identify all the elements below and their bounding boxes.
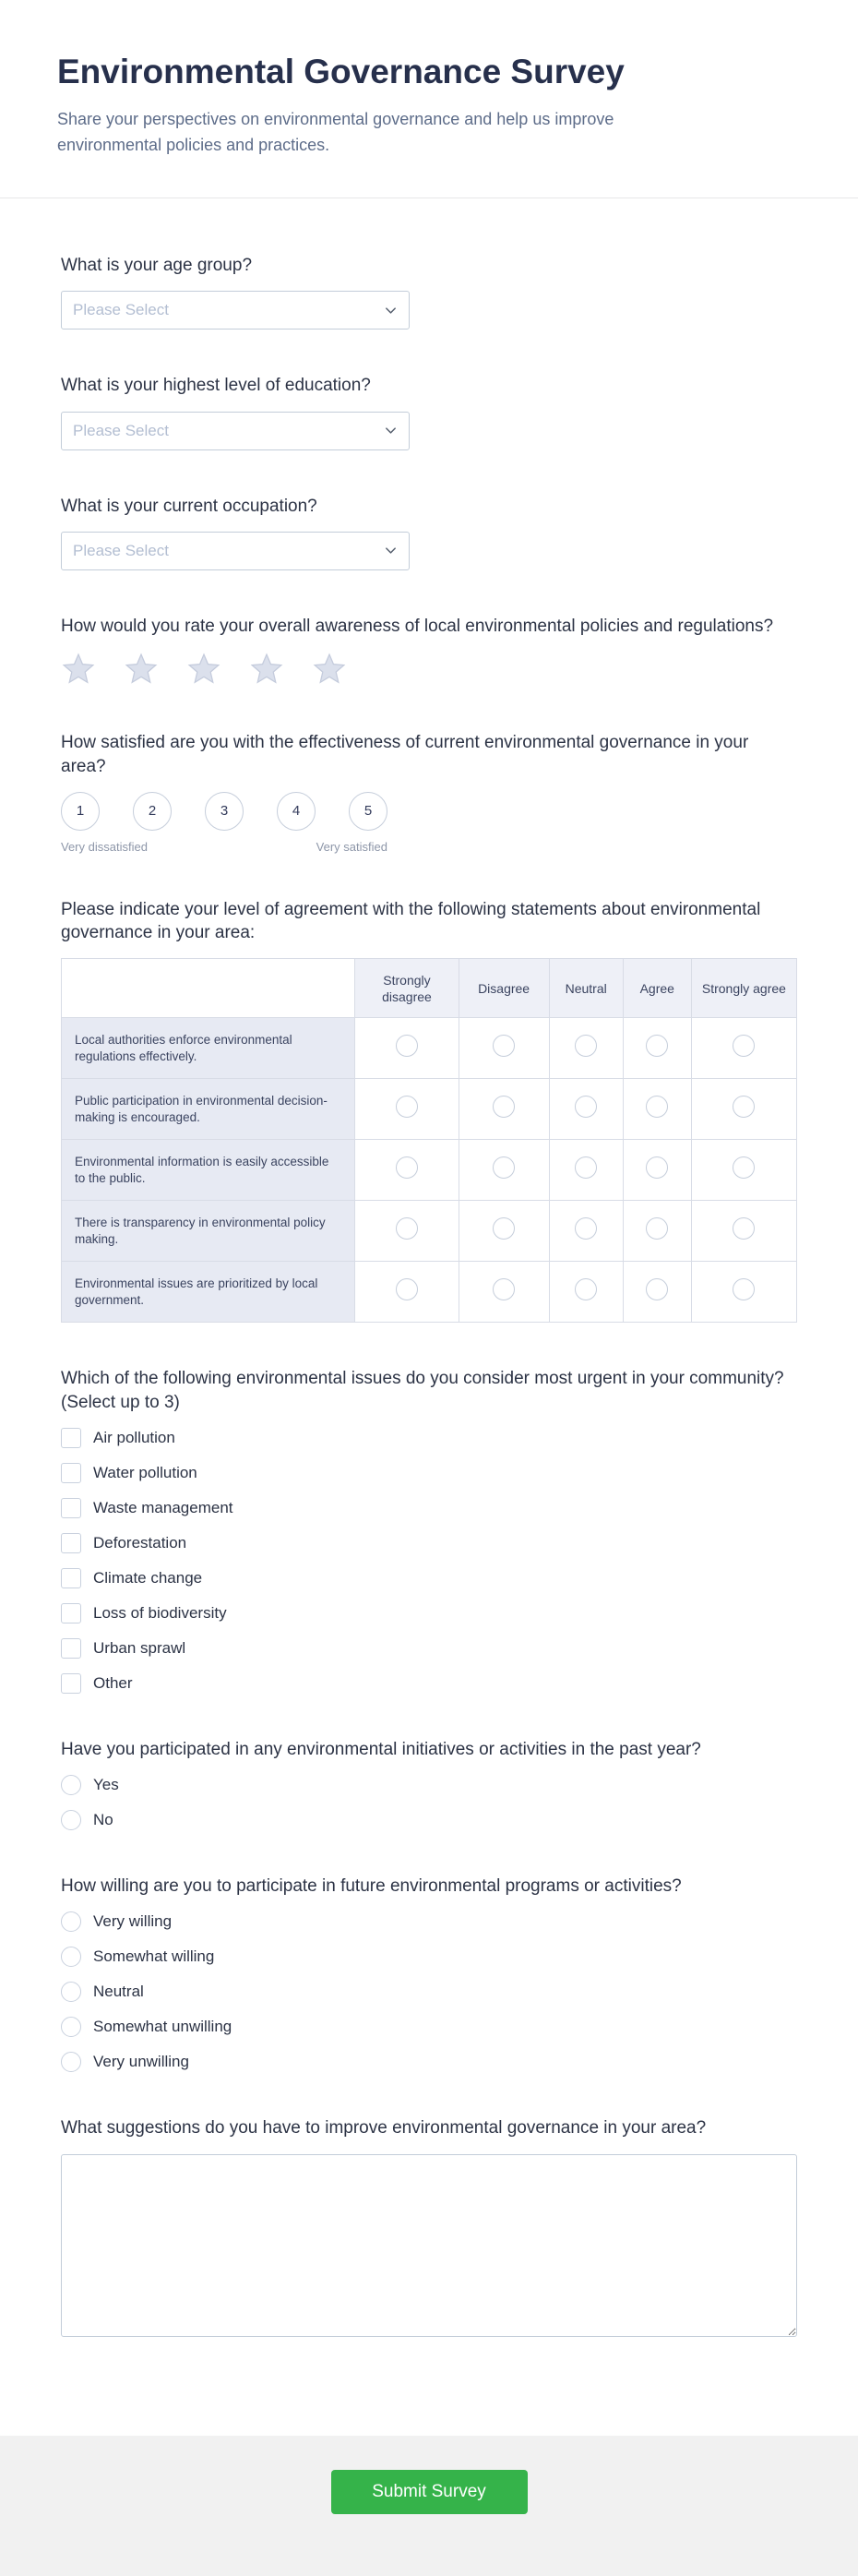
checkbox-option-air-pollution[interactable]: Air pollution (61, 1428, 797, 1448)
matrix-radio[interactable] (646, 1096, 668, 1118)
star-icon-2[interactable] (124, 652, 159, 687)
matrix-radio[interactable] (646, 1217, 668, 1240)
checkbox-option-deforestation[interactable]: Deforestation (61, 1533, 797, 1553)
radio-icon[interactable] (61, 1775, 81, 1795)
checkbox-icon[interactable] (61, 1568, 81, 1588)
radio-option-somewhat-unwilling[interactable]: Somewhat unwilling (61, 2017, 797, 2037)
matrix-row-label: Environmental issues are prioritized by local government. (62, 1262, 355, 1323)
matrix-radio[interactable] (646, 1035, 668, 1057)
matrix-radio[interactable] (493, 1096, 515, 1118)
question-label: Have you participated in any environmental initiatives or activities in the past year? (61, 1739, 701, 1759)
matrix-radio[interactable] (733, 1035, 755, 1057)
scale-end-labels (61, 840, 387, 854)
submit-button[interactable]: Submit Survey (331, 2470, 528, 2514)
matrix-row (62, 1201, 797, 1262)
checkbox-option-waste-management[interactable]: Waste management (61, 1498, 797, 1518)
suggestions-textarea[interactable] (61, 2154, 797, 2337)
radio-option-neutral[interactable]: Neutral (61, 1982, 797, 2002)
scale-option-1[interactable]: 1 (61, 792, 100, 831)
select-placeholder: Please Select (73, 301, 169, 319)
question-label: What is your highest level of education? (61, 376, 371, 396)
checkbox-icon[interactable] (61, 1673, 81, 1694)
scale-option-5[interactable]: 5 (349, 792, 387, 831)
radio-icon[interactable] (61, 1911, 81, 1932)
question-label: How satisfied are you with the effectiveness of current environmental governance in your area? (61, 733, 749, 776)
checkbox-option-other[interactable]: Other (61, 1673, 797, 1694)
matrix-radio[interactable] (493, 1035, 515, 1057)
scale-max-label: Very satisfied (316, 839, 387, 854)
chevron-down-icon (384, 304, 398, 318)
checkbox-icon[interactable] (61, 1533, 81, 1553)
matrix-col-header: Strongly disagree (355, 959, 459, 1018)
matrix-radio[interactable] (575, 1156, 597, 1179)
scale-option-4[interactable]: 4 (277, 792, 316, 831)
form-footer (0, 2436, 858, 2576)
matrix-row-label: Environmental information is easily accessible to the public. (62, 1140, 355, 1201)
checkbox-icon[interactable] (61, 1638, 81, 1659)
matrix-radio[interactable] (733, 1278, 755, 1300)
question-label: What suggestions do you have to improve environmental governance in your area? (61, 2118, 707, 2139)
matrix-radio[interactable] (646, 1278, 668, 1300)
age-group-select[interactable] (61, 291, 410, 329)
question-agreement-matrix (0, 876, 858, 1346)
scale-option-2[interactable]: 2 (133, 792, 172, 831)
question-education (0, 352, 858, 472)
matrix-row-label: Public participation in environmental decision-making is encouraged. (62, 1079, 355, 1140)
select-placeholder: Please Select (73, 421, 169, 439)
question-participation (0, 1716, 858, 1852)
star-icon-4[interactable] (249, 652, 284, 687)
star-rating (61, 652, 797, 687)
checkbox-icon[interactable] (61, 1498, 81, 1518)
question-suggestions (0, 2094, 858, 2363)
matrix-radio[interactable] (575, 1035, 597, 1057)
question-label: Please indicate your level of agreement with the following statements about environmental governance in your area: (61, 899, 761, 943)
matrix-col-header: Disagree (459, 959, 549, 1018)
form-title: Environmental Governance Survey (57, 53, 625, 90)
matrix-row (62, 1079, 797, 1140)
matrix-corner-cell (62, 959, 355, 1018)
scale-options (61, 792, 797, 831)
question-urgent-issues (0, 1345, 858, 1716)
matrix-row-label: Local authorities enforce environmental regulations effectively. (62, 1018, 355, 1079)
matrix-row (62, 1018, 797, 1079)
chevron-down-icon (384, 424, 398, 437)
question-willingness (0, 1852, 858, 2094)
radio-list (61, 1911, 797, 2072)
radio-option-yes[interactable]: Yes (61, 1775, 797, 1795)
question-age-group (0, 232, 858, 352)
checkbox-icon[interactable] (61, 1428, 81, 1448)
chevron-down-icon (384, 544, 398, 557)
radio-icon[interactable] (61, 1810, 81, 1830)
question-label: How willing are you to participate in future environmental programs or activities? (61, 1876, 682, 1897)
question-label: What is your age group? (61, 256, 253, 276)
matrix-header-row (62, 959, 797, 1018)
radio-icon[interactable] (61, 2017, 81, 2037)
form-header (0, 0, 858, 198)
matrix-radio[interactable] (396, 1035, 418, 1057)
matrix-radio[interactable] (646, 1156, 668, 1179)
checkbox-option-loss-of-biodiversity[interactable]: Loss of biodiversity (61, 1603, 797, 1623)
radio-option-no[interactable]: No (61, 1810, 797, 1830)
matrix-radio[interactable] (575, 1096, 597, 1118)
star-icon-3[interactable] (186, 652, 221, 687)
question-label: What is your current occupation? (61, 496, 317, 516)
matrix-radio[interactable] (493, 1278, 515, 1300)
checkbox-list (61, 1428, 797, 1694)
radio-icon[interactable] (61, 1982, 81, 2002)
matrix-radio[interactable] (575, 1217, 597, 1240)
education-select[interactable] (61, 412, 410, 450)
question-label: How would you rate your overall awareness of local environmental policies and regulations? (61, 616, 774, 636)
select-placeholder: Please Select (73, 541, 169, 559)
matrix-radio[interactable] (493, 1217, 515, 1240)
radio-option-very-unwilling[interactable]: Very unwilling (61, 2052, 797, 2072)
matrix-radio[interactable] (396, 1278, 418, 1300)
checkbox-icon[interactable] (61, 1603, 81, 1623)
radio-icon[interactable] (61, 1947, 81, 1967)
checkbox-option-water-pollution[interactable]: Water pollution (61, 1463, 797, 1483)
matrix-col-header: Neutral (549, 959, 623, 1018)
occupation-select[interactable] (61, 532, 410, 570)
matrix-col-header: Agree (623, 959, 691, 1018)
matrix-radio[interactable] (733, 1096, 755, 1118)
form-subtitle: Share your perspectives on environmental governance and help us improve environmental policies and practices. (57, 110, 614, 155)
matrix-radio[interactable] (396, 1156, 418, 1179)
matrix-radio[interactable] (575, 1278, 597, 1300)
checkbox-option-urban-sprawl[interactable]: Urban sprawl (61, 1638, 797, 1659)
checkbox-icon[interactable] (61, 1463, 81, 1483)
matrix-radio[interactable] (493, 1156, 515, 1179)
matrix-row (62, 1140, 797, 1201)
star-icon-5[interactable] (312, 652, 347, 687)
matrix-row-label: There is transparency in environmental policy making. (62, 1201, 355, 1262)
matrix-radio[interactable] (396, 1217, 418, 1240)
checkbox-option-climate-change[interactable]: Climate change (61, 1568, 797, 1588)
question-satisfaction-scale (0, 709, 858, 876)
matrix-radio[interactable] (733, 1217, 755, 1240)
radio-icon[interactable] (61, 2052, 81, 2072)
radio-option-somewhat-willing[interactable]: Somewhat willing (61, 1947, 797, 1967)
matrix-table (61, 958, 797, 1323)
question-label: Which of the following environmental issues do you consider most urgent in your community? (Select up to 3) (61, 1369, 784, 1412)
matrix-row (62, 1262, 797, 1323)
form-body (0, 198, 858, 2363)
matrix-col-header: Strongly agree (691, 959, 796, 1018)
star-icon-1[interactable] (61, 652, 96, 687)
question-occupation (0, 473, 858, 593)
matrix-radio[interactable] (396, 1096, 418, 1118)
scale-min-label: Very dissatisfied (61, 839, 148, 854)
radio-option-very-willing[interactable]: Very willing (61, 1911, 797, 1932)
matrix-radio[interactable] (733, 1156, 755, 1179)
scale-option-3[interactable]: 3 (205, 792, 244, 831)
radio-list (61, 1775, 797, 1830)
question-awareness-rating (0, 593, 858, 709)
